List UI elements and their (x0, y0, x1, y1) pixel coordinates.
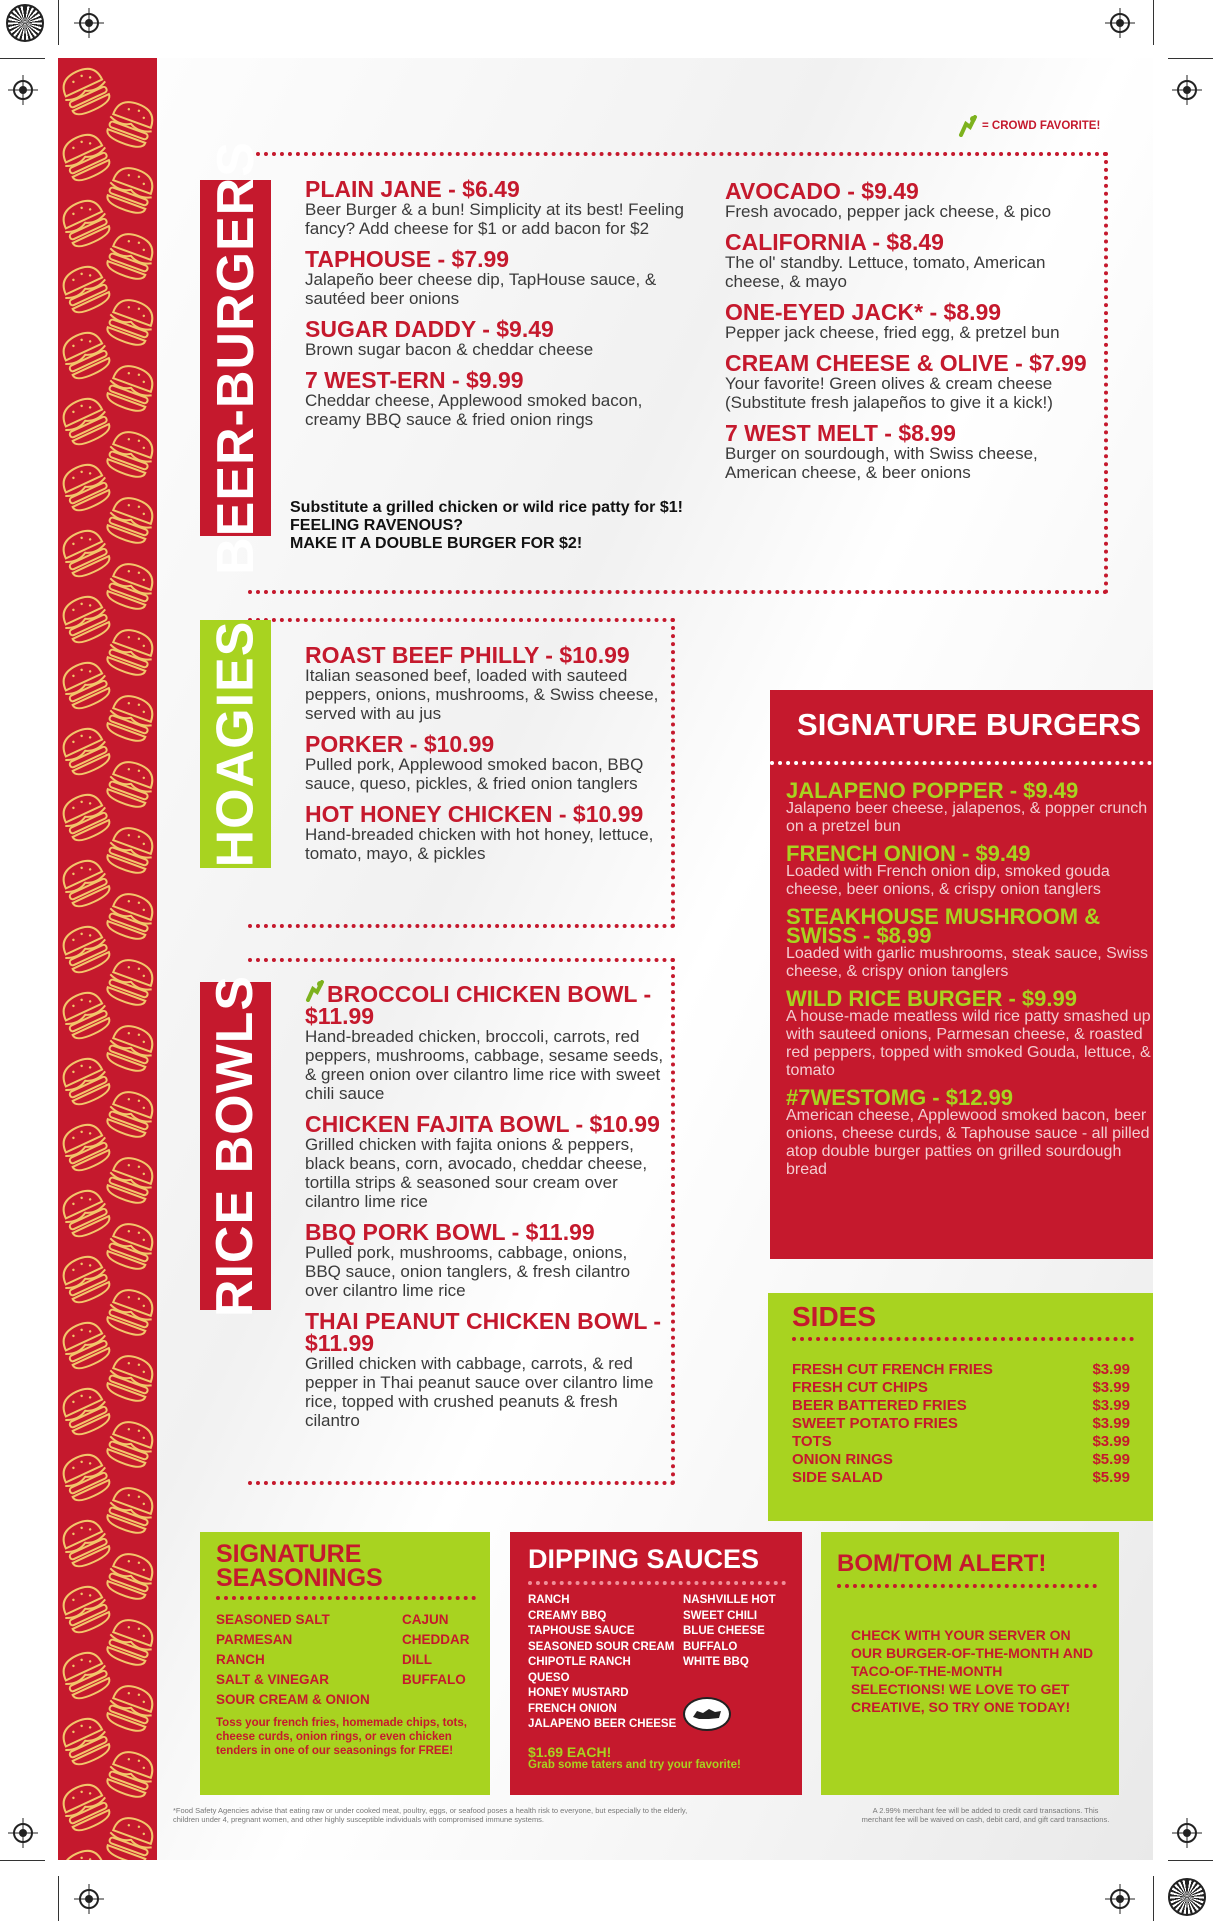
burger-doodle-icon (103, 1483, 157, 1538)
registration-mark-icon (8, 1818, 38, 1848)
burger-doodle-icon (103, 1813, 157, 1860)
trim-mark (1168, 58, 1213, 59)
burger-doodle-icon (58, 1184, 114, 1241)
list-item: PARMESAN (216, 1632, 293, 1647)
food-safety-disclaimer: *Food Safety Agencies advise that eating raw or under cooked meat, poultry, eggs, or seafood poses a health risk to everyone, but especially to the elderly, children under 4, pregnant women, and other highly susceptible individuals with compromised immune systems. (173, 1806, 688, 1824)
rice-bowls-title: RICE BOWLS (200, 982, 271, 1310)
burger-doodle-icon (103, 757, 157, 812)
registration-mark-icon (74, 1884, 104, 1914)
burger-doodle-icon (58, 656, 114, 713)
registration-mark-icon (1105, 1884, 1135, 1914)
menu-page (58, 58, 1153, 1860)
menu-item: FRENCH ONION - $9.49 Loaded with French onion dip, smoked gouda cheese, beer onions, & crispy onion tanglers (786, 841, 1110, 898)
burger-doodle-icon (58, 1646, 114, 1703)
menu-item: AVOCADO - $9.49 Fresh avocado, pepper jack cheese, & pico (725, 178, 1052, 221)
list-item: JALAPENO BEER CHEESE (528, 1718, 677, 1730)
trim-mark (1153, 1876, 1154, 1921)
list-item: FRESH CUT CHIPS $3.99 (792, 1379, 1130, 1396)
list-item: SWEET POTATO FRIES $3.99 (792, 1415, 1130, 1432)
beer-burgers-right-column (725, 180, 1095, 492)
bom-tom-body: CHECK WITH YOUR SERVER ON OUR BURGER-OF-THE-MONTH AND TACO-OF-THE-MONTH SELECTIONS! WE LOVE TO GET CREATIVE, SO TRY ONE TODAY! (851, 1627, 1094, 1715)
sauce-tagline: Grab some taters and try your favorite! (528, 1758, 741, 1771)
list-item: RANCH (528, 1594, 570, 1606)
burger-doodle-icon (58, 1052, 114, 1109)
burger-doodle-icon (103, 163, 157, 218)
sauce-price: $1.69 EACH! (528, 1743, 612, 1760)
list-item: SALT & VINEGAR (216, 1672, 330, 1687)
menu-item: BROCCOLI CHICKEN BOWL - $11.99 Hand-breaded chicken, broccoli, carrots, red peppers, mushrooms, cabbage, sesame seeds, & green onion over cilantro lime rice with sweet chili sauce (305, 981, 664, 1103)
list-item: RANCH (216, 1652, 265, 1667)
list-item: CHEDDAR (402, 1632, 470, 1647)
burger-doodle-icon (103, 1219, 157, 1274)
menu-item: 7 WEST MELT - $8.99 Burger on sourdough, with Swiss cheese, American cheese, & beer onions (725, 420, 1038, 482)
list-item: BLUE CHEESE (683, 1625, 765, 1637)
seasonings-list (216, 1610, 476, 1710)
bom-tom-alert-box (821, 1532, 1119, 1795)
dotted-divider (216, 1596, 476, 1600)
list-item: ONION RINGS $5.99 (792, 1451, 1130, 1468)
burger-doodle-icon (103, 625, 157, 680)
burger-doodle-icon (58, 326, 114, 383)
menu-item: ONE-EYED JACK* - $8.99 Pepper jack cheese, fried egg, & pretzel bun (725, 299, 1060, 342)
color-bar-disc-top-left (6, 4, 44, 42)
list-item: CREAMY BBQ (528, 1609, 607, 1622)
burger-doodle-icon (103, 1351, 157, 1406)
burger-doodle-icon (58, 1580, 114, 1637)
list-item: BUFFALO (683, 1640, 738, 1653)
rice-bowls-list (305, 983, 665, 1440)
dotted-divider (837, 1584, 1097, 1588)
state-outline-icon (691, 1707, 723, 1721)
menu-item: PORKER - $10.99 Pulled pork, Applewood smoked bacon, BBQ sauce, queso, pickles, & fried onion tanglers (305, 731, 644, 793)
burger-doodle-icon (103, 1747, 157, 1802)
burger-doodle-icon (58, 854, 114, 911)
trim-mark (1153, 0, 1154, 45)
list-item: QUESO (528, 1671, 570, 1684)
list-item: SIDE SALAD $5.99 (792, 1469, 1130, 1486)
burger-doodle-icon (58, 1778, 114, 1835)
beer-burgers-title: BEER-BURGERS (200, 180, 271, 536)
menu-item: #7WESTOMG - $12.99 American cheese, Applewood smoked bacon, beer onions, cheese curds, & Taphouse sauce - all pilled atop double burger patties on grilled sourdough bread (786, 1085, 1150, 1178)
sides-title: SIDES (792, 1301, 877, 1332)
list-item: SWEET CHILI (683, 1609, 758, 1622)
burger-doodle-icon (58, 1316, 114, 1373)
signature-burgers-title: SIGNATURE BURGERS (770, 690, 1153, 765)
dotted-divider (528, 1581, 786, 1585)
burger-doodle-icon (58, 260, 114, 317)
menu-item: JALAPENO POPPER - $9.49 Jalapeno beer cheese, jalapenos, & popper crunch on a pretzel bun (786, 778, 1148, 835)
sides-box (768, 1293, 1153, 1521)
list-item: TOTS $3.99 (792, 1433, 1130, 1450)
menu-item: SUGAR DADDY - $9.49 Brown sugar bacon & cheddar cheese (305, 316, 594, 359)
burger-doodle-icon (103, 295, 157, 350)
registration-mark-icon (8, 75, 38, 105)
burger-doodle-icon (103, 559, 157, 614)
hoagies-list (305, 644, 665, 873)
menu-item: HOT HONEY CHICKEN - $10.99 Hand-breaded chicken with hot honey, lettuce, tomato, mayo, & pickles (305, 801, 654, 863)
burger-doodle-icon (103, 229, 157, 284)
burger-doodle-icon (103, 1417, 157, 1472)
menu-item: THAI PEANUT CHICKEN BOWL - $11.99 Grilled chicken with cabbage, carrots, & red pepper in Thai peanut sauce over cilantro lime rice, topped with crushed peanuts & fresh cilantro (305, 1308, 662, 1430)
burger-doodle-icon (58, 1382, 114, 1439)
menu-item: PLAIN JANE - $6.49 Beer Burger & a bun! Simplicity at its best! Feeling fancy? Add cheese for $1 or add bacon for $2 (305, 176, 684, 238)
bom-tom-title: BOM/TOM ALERT! (837, 1550, 1047, 1577)
menu-item: TAPHOUSE - $7.99 Jalapeño beer cheese dip, TapHouse sauce, & sautéed beer onions (305, 246, 657, 308)
burger-doodle-icon (58, 920, 114, 977)
registration-mark-icon (1172, 75, 1202, 105)
burger-doodle-icon (58, 524, 114, 581)
burger-doodle-icon (58, 392, 114, 449)
burger-doodle-icon (58, 1448, 114, 1505)
burger-doodle-icon (58, 128, 114, 185)
menu-item: BBQ PORK BOWL - $11.99 Pulled pork, mushrooms, cabbage, onions, BBQ sauce, onion tanglers, & fresh cilantro over cilantro lime rice (305, 1219, 631, 1300)
crowd-favorite-label: = CROWD FAVORITE! (982, 120, 1101, 132)
burger-doodle-icon (103, 1615, 157, 1670)
burger-doodle-icon (58, 62, 114, 119)
burger-doodle-icon (103, 97, 157, 152)
menu-item: STEAKHOUSE MUSHROOM & SWISS - $8.99 Loaded with garlic mushrooms, steak sauce, Swiss cheese, & crispy onion tanglers (786, 904, 1148, 980)
crowd-favorite-icon (958, 115, 978, 137)
burger-doodle-icon (58, 1844, 114, 1860)
seasonings-note: Toss your french fries, homemade chips, tots, cheese curds, onion rings, or even chicken tenders in one of our seasonings for FREE! (216, 1717, 467, 1757)
registration-mark-icon (74, 8, 104, 38)
seasonings-title: SIGNATURE SEASONINGS (216, 1540, 383, 1592)
burger-doodle-icon (58, 986, 114, 1043)
sides-list (768, 1361, 1153, 1487)
hoagies-title: HOAGIES (200, 620, 271, 868)
list-item: TAPHOUSE SAUCE (528, 1625, 635, 1637)
list-item: SEASONED SOUR CREAM (528, 1640, 675, 1653)
burger-doodle-icon (103, 691, 157, 746)
menu-item: WILD RICE BURGER - $9.99 A house-made meatless wild rice patty smashed up with sauteed onions, Parmesan cheese, & roasted red peppers, topped with smoked Gouda, lettuce, & tomato (786, 986, 1151, 1079)
burger-doodle-icon (58, 194, 114, 251)
trim-mark (0, 1860, 45, 1861)
burger-doodle-icon (103, 889, 157, 944)
trim-mark (58, 0, 59, 45)
list-item: BEER BATTERED FRIES $3.99 (792, 1397, 1130, 1414)
beer-burgers-note: Substitute a grilled chicken or wild rice patty for $1! FEELING RAVENOUS? MAKE IT A DOUBLE BURGER FOR $2! (290, 499, 683, 552)
burger-doodle-icon (58, 722, 114, 779)
burger-doodle-icon (103, 823, 157, 878)
beer-burgers-left-column (305, 178, 685, 439)
list-item: HONEY MUSTARD (528, 1687, 629, 1699)
burger-doodle-icon (103, 1681, 157, 1736)
trim-mark (0, 58, 45, 59)
burger-doodle-icon (103, 427, 157, 482)
burger-doodle-icon (58, 788, 114, 845)
signature-burgers-box (770, 690, 1153, 1259)
list-item: SOUR CREAM & ONION (216, 1692, 370, 1707)
dotted-divider (792, 1337, 1134, 1341)
burger-doodle-icon (58, 1712, 114, 1769)
burger-doodle-icon (58, 590, 114, 647)
list-item: FRESH CUT FRENCH FRIES $3.99 (792, 1361, 1130, 1378)
menu-item: 7 WEST-ERN - $9.99 Cheddar cheese, Applewood smoked bacon, creamy BBQ sauce & fried onion rings (305, 367, 643, 429)
registration-mark-icon (1172, 1818, 1202, 1848)
list-item: FRENCH ONION (528, 1702, 617, 1715)
crowd-favorite-icon (305, 980, 325, 1002)
burger-doodle-icon (58, 458, 114, 515)
dipping-sauces-title: DIPPING SAUCES (528, 1544, 760, 1574)
sauces-list (528, 1593, 786, 1733)
burger-doodle-icon (103, 955, 157, 1010)
list-item: SEASONED SALT (216, 1612, 330, 1627)
list-item: CHIPOTLE RANCH (528, 1656, 631, 1668)
menu-item: ROAST BEEF PHILLY - $10.99 Italian seasoned beef, loaded with sauteed peppers, onions, mushrooms, & Swiss cheese, served with au jus (305, 642, 659, 723)
menu-item: CREAM CHEESE & OLIVE - $7.99 Your favorite! Green olives & cream cheese (Substitute fresh jalapeños to give it a kick!) (725, 350, 1087, 412)
burger-doodle-icon (103, 1285, 157, 1340)
trim-mark (58, 1876, 59, 1921)
list-item: CAJUN (402, 1612, 449, 1627)
burger-doodle-icon (58, 1250, 114, 1307)
burger-doodle-icon (103, 1549, 157, 1604)
menu-item: CHICKEN FAJITA BOWL - $10.99 Grilled chicken with fajita onions & peppers, black beans, corn, avocado, cheddar cheese, tortilla strips & seasoned sour cream over cilantro lime rice (305, 1111, 660, 1211)
registration-mark-icon (1105, 8, 1135, 38)
burger-doodle-icon (103, 493, 157, 548)
color-bar-disc-bottom-right (1168, 1878, 1206, 1916)
burger-doodle-icon (103, 1087, 157, 1142)
list-item: DILL (402, 1652, 432, 1667)
burger-doodle-icon (58, 1118, 114, 1175)
burger-doodle-icon (58, 1514, 114, 1571)
dipping-sauces-box (510, 1532, 802, 1795)
list-item: NASHVILLE HOT (683, 1594, 776, 1606)
burger-pattern-stripe (58, 58, 157, 1860)
trim-mark (1168, 1860, 1213, 1861)
merchant-fee-notice: A 2.99% merchant fee will be added to credit card transactions. This merchant fee will be waived on cash, debit card, and gift card transactions. (861, 1806, 1110, 1824)
burger-doodle-icon (103, 1021, 157, 1076)
sauce-badge (683, 1697, 731, 1731)
list-item: WHITE BBQ (683, 1656, 749, 1668)
list-item: BUFFALO (402, 1672, 466, 1687)
menu-item: CALIFORNIA - $8.49 The ol' standby. Lettuce, tomato, American cheese, & mayo (725, 229, 1046, 291)
burger-doodle-icon (103, 1153, 157, 1208)
signature-seasonings-box (200, 1532, 490, 1795)
burger-doodle-icon (103, 361, 157, 416)
crowd-favorite-legend (958, 115, 1100, 137)
